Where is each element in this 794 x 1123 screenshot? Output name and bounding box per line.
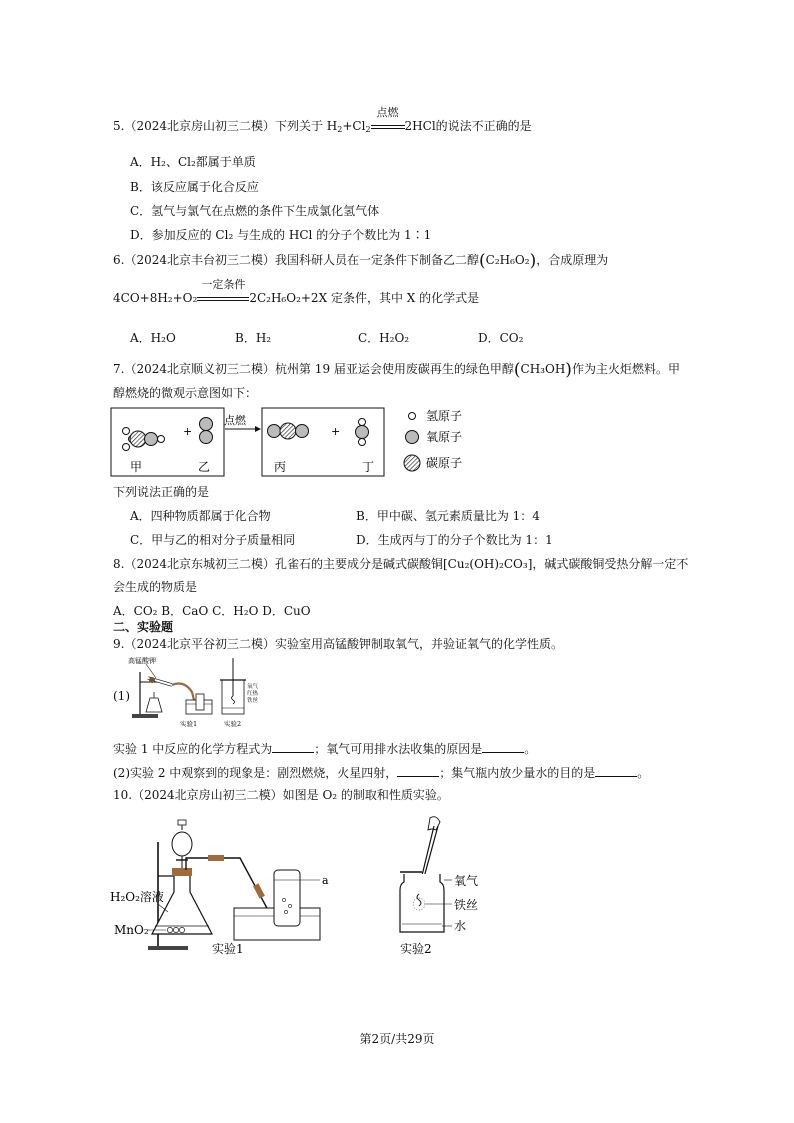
q9-stem: 9.（2024北京平谷初三二模）实验室用高锰酸钾制取氧气，并验证氧气的化学性质。 (113, 637, 563, 651)
arrow-condition: 点燃 (224, 414, 246, 427)
arrow-head-icon (255, 426, 261, 432)
reaction-condition: 一定条件 (197, 290, 249, 306)
q8-stem-2: 会生成的物质是 (113, 580, 198, 594)
q7-question: 下列说法正确的是 (113, 485, 210, 499)
carbon-dioxide-molecule (268, 423, 309, 439)
kmno4-powder (149, 677, 155, 683)
legend-oxygen: 氧原子 (426, 430, 463, 444)
q5-option-c: C．氢气与氯气在点燃的条件下生成氯化氢气体 (130, 204, 380, 218)
label-yi: 乙 (198, 460, 211, 474)
label-iron-wire: 铁丝 (454, 898, 479, 912)
q7-option-a: A．四种物质都属于化合物 (130, 509, 271, 523)
answer-blank[interactable] (482, 740, 524, 753)
gas-jar-icon (400, 874, 444, 932)
hydrogen-atom-icon (409, 413, 416, 420)
q10-apparatus-figure (108, 808, 508, 964)
answer-blank[interactable] (595, 764, 637, 777)
label-mno2: MnO₂ (114, 923, 149, 937)
oxygen-atom-icon (406, 431, 419, 444)
fig-label-kmno4: 高锰酸钾 (128, 657, 156, 665)
q8-stem: 8.（2024北京东城初三二模）孔雀石的主要成分是碱式碳酸铜[Cu₂(OH)₂CO₃]，碱式碳酸铜受热分解一定不 (113, 557, 689, 571)
label-exp1: 实验1 (212, 942, 244, 956)
legend-carbon: 碳原子 (426, 456, 463, 470)
q6-stem: 6.（2024北京丰台初三二模）我国科研人员在一定条件下制备乙二醇(C₂H₆O₂)，合成原理为 (113, 251, 609, 271)
q6-option-a: A．H₂O (130, 331, 176, 345)
fig-label-exp2: 实验2 (224, 720, 242, 728)
label-oxygen: 氧气 (454, 874, 479, 888)
fig-label-oxygen: 氧气 (247, 684, 259, 690)
carbon-atom-icon (404, 455, 420, 471)
separatory-funnel-icon (172, 832, 192, 856)
q5-option-a: A．H₂、Cl₂都属于单质 (130, 155, 256, 169)
q6-equation: 4CO+8H₂+O₂ 一定条件 2C₂H₆O₂+2X 定条件，其中 X 的化学式是 (113, 278, 480, 305)
label-exp2: 实验2 (400, 942, 432, 956)
q6-option-c: C．H₂O₂ (358, 331, 410, 345)
label-h2o2: H₂O₂溶液 (110, 890, 164, 904)
q9-question-1: 实验 1 中反应的化学方程式为 ；氧气可用排水法收集的原因是 。 (113, 742, 537, 756)
answer-blank[interactable] (272, 740, 314, 753)
q9-apparatus-figure (126, 654, 266, 730)
section-title: 二、实验题 (113, 620, 174, 634)
label-bing: 丙 (274, 460, 287, 474)
q5-option-b: B．该反应属于化合反应 (130, 180, 259, 194)
q7-option-c: C．甲与乙的相对分子质量相同 (130, 533, 296, 547)
q9-part-label: (1) (113, 689, 130, 703)
alcohol-lamp-icon (146, 698, 162, 712)
reaction-condition: 点燃 (371, 118, 405, 134)
q7-option-b: B．甲中碳、氢元素质量比为 1：4 (356, 509, 540, 523)
label-water: 水 (454, 919, 467, 933)
q9-question-2: (2)实验 2 中观察到的现象是：剧烈燃烧，火星四射， ；集气瓶内放少量水的目的是 。 (113, 766, 650, 780)
fig-label-wire: 铁丝 (247, 698, 259, 704)
plus-sign: + (331, 425, 341, 438)
q5-option-d: D．参加反应的 Cl₂ 与生成的 HCl 的分子个数比为 1∶1 (130, 228, 432, 242)
q7-option-d: D．生成丙与丁的分子个数比为 1：1 (356, 533, 553, 547)
q6-option-b: B．H₂ (235, 331, 272, 345)
methanol-combustion-diagram (108, 402, 488, 480)
answer-blank[interactable] (397, 764, 439, 777)
fig-label-exp1: 实验1 (180, 720, 198, 728)
label-ding: 丁 (362, 460, 375, 474)
q7-stem-2: 醇燃烧的微观示意图如下： (113, 386, 258, 400)
page-footer: 第2页/共29页 (359, 1032, 435, 1046)
q6-option-d: D．CO₂ (478, 331, 524, 345)
gas-collecting-jar-icon (274, 870, 300, 926)
label-jia: 甲 (130, 460, 143, 474)
label-a: a (322, 874, 329, 887)
q7-stem: 7.（2024北京顺义初三二模）杭州第 19 届亚运会使用废碳再生的绿色甲醇(CH₃OH)作为主火炬燃料。甲 (113, 360, 680, 380)
q8-options: A．CO₂ B．CaO C．H₂O D．CuO (113, 604, 311, 618)
q10-stem: 10.（2024北京房山初三二模）如图是 O₂ 的制取和性质实验。 (113, 788, 449, 802)
fig-label-redhot: 红热 (247, 691, 259, 697)
plus-sign: + (183, 425, 193, 438)
legend-hydrogen: 氢原子 (426, 409, 463, 423)
q5-stem: 5.（2024北京房山初三二模）下列关于 $H_2+Cl_2$ 点燃 2HCl的说法不正确的是 (113, 106, 532, 134)
